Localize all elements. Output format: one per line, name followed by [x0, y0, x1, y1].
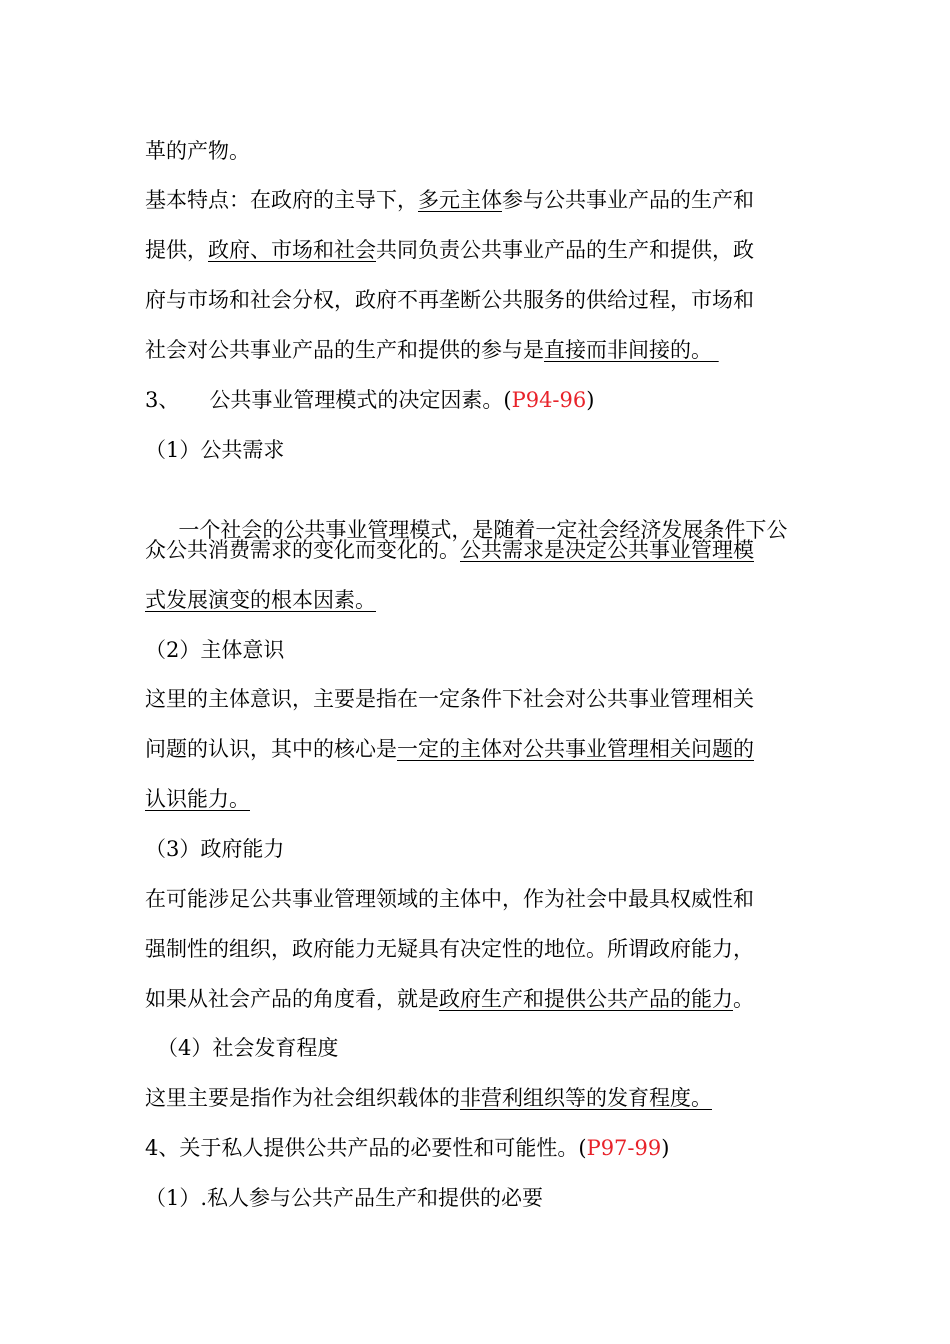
subheading-text: （3）政府能力	[145, 837, 285, 861]
text: 众公共消费需求的变化而变化的。	[145, 538, 460, 562]
paragraph-line	[145, 934, 825, 964]
section-heading	[145, 385, 825, 415]
heading-text: 4、关于私人提供公共产品的必要性和可能性。(	[145, 1136, 587, 1160]
underlined-text: 一定的主体对公共事业管理相关问题的	[397, 737, 754, 761]
text: 革的产物。	[145, 139, 250, 163]
text: 这里主要是指作为社会组织载体的	[145, 1086, 460, 1110]
subheading-text: （1）.私人参与公共产品生产和提供的必要	[145, 1186, 544, 1210]
subheading-text: （2）主体意识	[145, 638, 285, 662]
text: 提供，	[145, 238, 208, 262]
paragraph-line	[145, 335, 825, 365]
page-reference: P97-99	[586, 1136, 662, 1160]
underlined-text: 公共需求是决定公共事业管理模	[460, 538, 754, 562]
text: 这里的主体意识，主要是指在一定条件下社会对公共事业管理相关	[145, 687, 754, 711]
paragraph-line	[145, 984, 825, 1014]
text: )	[661, 1136, 670, 1160]
page-reference: P94-96	[511, 388, 587, 412]
text: 社会对公共事业产品的生产和提供的参与是	[145, 338, 544, 362]
text: 强制性的组织，政府能力无疑具有决定性的地位。所谓政府能力，	[145, 937, 754, 961]
underlined-text: 多元主体	[418, 188, 502, 212]
text: 基本特点：在政府的主导下，	[145, 188, 418, 212]
heading-text: 公共事业管理模式的决定因素。(	[209, 388, 512, 412]
text: 问题的认识，其中的核心是	[145, 737, 397, 761]
subheading	[145, 834, 825, 864]
underlined-text: 政府、市场和社会	[208, 238, 376, 262]
text: 如果从社会产品的角度看，就是	[145, 987, 439, 1011]
section-heading	[145, 1133, 825, 1163]
text: 府与市场和社会分权，政府不再垄断公共服务的供给过程，市场和	[145, 288, 754, 312]
subheading	[145, 1183, 825, 1213]
underlined-text: 直接而非间接的。	[544, 338, 719, 362]
paragraph-line	[145, 684, 825, 714]
paragraph-line	[145, 884, 825, 914]
text: 一个社会的公共事业管理模式，是随着一定社会经济发展条件下公	[171, 518, 788, 542]
subheading	[145, 635, 825, 665]
subheading-text: （4）社会发育程度	[157, 1036, 339, 1060]
paragraph-line	[145, 585, 825, 615]
paragraph-line	[145, 136, 825, 166]
text: 在可能涉足公共事业管理领域的主体中，作为社会中最具权威性和	[145, 887, 754, 911]
paragraph-line	[145, 784, 825, 814]
paragraph-line	[145, 235, 825, 265]
underlined-text: 认识能力。	[145, 787, 250, 811]
subheading-text: （1）公共需求	[145, 438, 285, 462]
paragraph-line	[145, 734, 825, 764]
underlined-text: 式发展演变的根本因素。	[145, 588, 376, 612]
subheading	[145, 435, 825, 465]
text: )	[586, 388, 595, 412]
section-number: 3、	[145, 388, 180, 412]
paragraph-line	[145, 1083, 825, 1113]
paragraph-line	[145, 185, 825, 215]
underlined-text: 非营利组织等的发育程度。	[460, 1086, 712, 1110]
text: 。	[733, 987, 754, 1011]
subheading	[157, 1033, 837, 1063]
underlined-text: 政府生产和提供公共产品的能力	[439, 987, 733, 1011]
text: 参与公共事业产品的生产和	[502, 188, 754, 212]
paragraph-line	[145, 285, 825, 315]
text: 共同负责公共事业产品的生产和提供，政	[376, 238, 754, 262]
paragraph-line	[145, 535, 825, 565]
